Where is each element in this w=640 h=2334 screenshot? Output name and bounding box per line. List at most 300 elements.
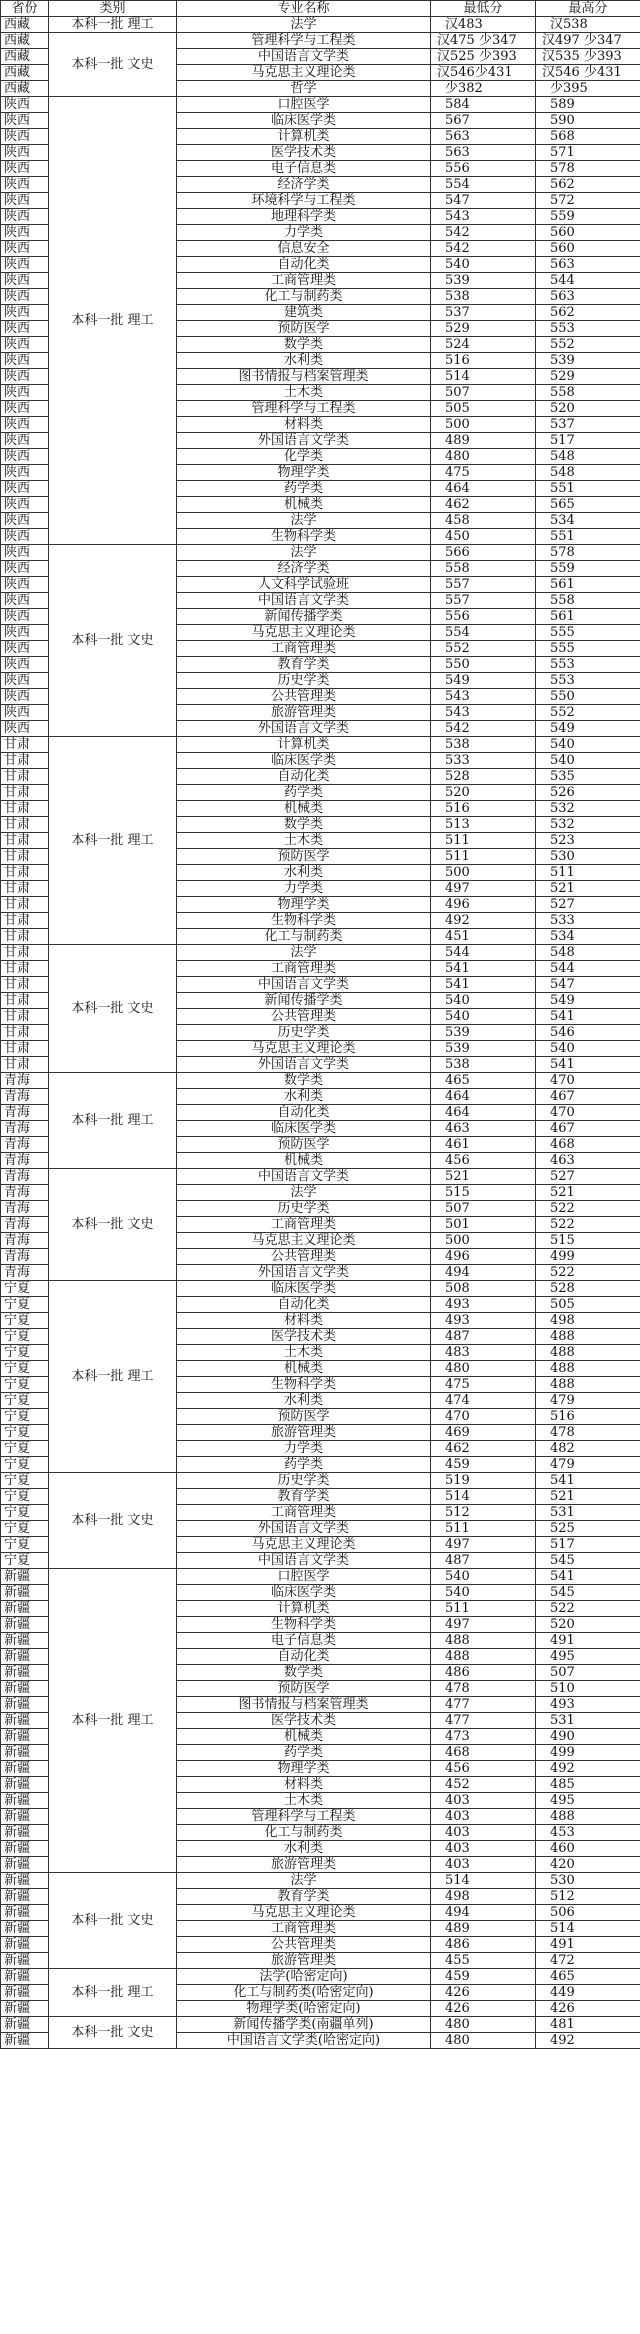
max-score-cell: 522 — [536, 1601, 640, 1617]
max-score-cell: 547 — [536, 977, 640, 993]
province-cell: 陕西 — [1, 641, 49, 657]
category-cell: 本科一批 理工 — [49, 737, 177, 945]
province-cell: 陕西 — [1, 481, 49, 497]
major-cell: 医学技术类 — [177, 1329, 431, 1345]
max-score-cell: 528 — [536, 1281, 640, 1297]
table-row — [1, 1073, 640, 1089]
major-cell: 工商管理类 — [177, 961, 431, 977]
province-cell: 陕西 — [1, 97, 49, 113]
min-score-cell: 544 — [431, 945, 536, 961]
major-cell: 历史学类 — [177, 673, 431, 689]
min-score-cell: 524 — [431, 337, 536, 353]
province-cell: 新疆 — [1, 1649, 49, 1665]
major-cell: 马克思主义理论类 — [177, 1041, 431, 1057]
province-cell: 陕西 — [1, 705, 49, 721]
min-score-cell: 403 — [431, 1841, 536, 1857]
major-cell: 力学类 — [177, 881, 431, 897]
major-cell: 公共管理类 — [177, 1009, 431, 1025]
max-score-cell: 590 — [536, 113, 640, 129]
category-cell: 本科一批 理工 — [49, 17, 177, 33]
province-cell: 新疆 — [1, 1761, 49, 1777]
province-cell: 陕西 — [1, 273, 49, 289]
max-score-cell: 545 — [536, 1585, 640, 1601]
max-score-cell: 541 — [536, 1473, 640, 1489]
min-score-cell: 488 — [431, 1649, 536, 1665]
min-score-cell: 543 — [431, 689, 536, 705]
min-score-cell: 511 — [431, 849, 536, 865]
province-cell: 甘肃 — [1, 785, 49, 801]
province-cell: 甘肃 — [1, 913, 49, 929]
max-score-cell: 563 — [536, 257, 640, 273]
max-score-cell: 521 — [536, 1185, 640, 1201]
table-row — [1, 1281, 640, 1297]
province-cell: 甘肃 — [1, 881, 49, 897]
major-cell: 管理科学与工程类 — [177, 1809, 431, 1825]
max-score-cell: 522 — [536, 1201, 640, 1217]
province-cell: 陕西 — [1, 577, 49, 593]
max-score-cell: 472 — [536, 1953, 640, 1969]
min-score-cell: 456 — [431, 1761, 536, 1777]
major-cell: 生物科学类 — [177, 529, 431, 545]
table-row — [1, 1473, 640, 1489]
min-score-cell: 480 — [431, 2033, 536, 2049]
min-score-cell: 541 — [431, 977, 536, 993]
min-score-cell: 511 — [431, 1601, 536, 1617]
min-score-cell: 511 — [431, 833, 536, 849]
major-cell: 数学类 — [177, 817, 431, 833]
max-score-cell: 540 — [536, 1041, 640, 1057]
min-score-cell: 557 — [431, 577, 536, 593]
max-score-cell: 559 — [536, 209, 640, 225]
max-score-cell: 465 — [536, 1969, 640, 1985]
max-score-cell: 541 — [536, 1009, 640, 1025]
min-score-cell: 497 — [431, 1617, 536, 1633]
min-score-cell: 556 — [431, 609, 536, 625]
min-score-cell: 497 — [431, 881, 536, 897]
min-score-cell: 516 — [431, 801, 536, 817]
province-cell: 青海 — [1, 1105, 49, 1121]
min-score-cell: 558 — [431, 561, 536, 577]
major-cell: 新闻传播学类 — [177, 993, 431, 1009]
min-score-cell: 498 — [431, 1889, 536, 1905]
province-cell: 新疆 — [1, 1905, 49, 1921]
max-score-cell: 512 — [536, 1889, 640, 1905]
max-score-cell: 559 — [536, 561, 640, 577]
province-cell: 宁夏 — [1, 1297, 49, 1313]
province-cell: 青海 — [1, 1201, 49, 1217]
max-score-cell: 488 — [536, 1377, 640, 1393]
major-cell: 土木类 — [177, 1793, 431, 1809]
major-cell: 旅游管理类 — [177, 1953, 431, 1969]
major-cell: 法学 — [177, 1873, 431, 1889]
max-score-cell: 541 — [536, 1057, 640, 1073]
major-cell: 法学 — [177, 513, 431, 529]
province-cell: 新疆 — [1, 1937, 49, 1953]
max-score-cell: 499 — [536, 1249, 640, 1265]
max-score-cell: 523 — [536, 833, 640, 849]
major-cell: 新闻传播学类(南疆单列) — [177, 2017, 431, 2033]
province-cell: 新疆 — [1, 1777, 49, 1793]
province-cell: 陕西 — [1, 193, 49, 209]
min-score-cell: 516 — [431, 353, 536, 369]
min-score-cell: 500 — [431, 865, 536, 881]
max-score-cell: 515 — [536, 1233, 640, 1249]
province-cell: 陕西 — [1, 529, 49, 545]
min-score-cell: 487 — [431, 1329, 536, 1345]
max-score-cell: 560 — [536, 225, 640, 241]
province-cell: 甘肃 — [1, 1025, 49, 1041]
max-score-cell: 517 — [536, 1537, 640, 1553]
province-cell: 甘肃 — [1, 833, 49, 849]
province-cell: 甘肃 — [1, 993, 49, 1009]
min-score-cell: 426 — [431, 2001, 536, 2017]
major-cell: 法学(哈密定向) — [177, 1969, 431, 1985]
major-cell: 自动化类 — [177, 1105, 431, 1121]
province-cell: 新疆 — [1, 1601, 49, 1617]
province-cell: 陕西 — [1, 225, 49, 241]
min-score-cell: 496 — [431, 1249, 536, 1265]
province-cell: 新疆 — [1, 1585, 49, 1601]
major-cell: 数学类 — [177, 1073, 431, 1089]
province-cell: 西藏 — [1, 17, 49, 33]
min-score-cell: 463 — [431, 1121, 536, 1137]
max-score-cell: 549 — [536, 993, 640, 1009]
max-score-cell: 488 — [536, 1361, 640, 1377]
major-cell: 自动化类 — [177, 1649, 431, 1665]
max-score-cell: 530 — [536, 1873, 640, 1889]
min-score-cell: 556 — [431, 161, 536, 177]
max-score-cell: 562 — [536, 305, 640, 321]
max-score-cell: 526 — [536, 785, 640, 801]
major-cell: 中国语言文学类 — [177, 593, 431, 609]
major-cell: 口腔医学 — [177, 1569, 431, 1585]
table-row — [1, 33, 640, 49]
major-cell: 外国语言文学类 — [177, 1057, 431, 1073]
max-score-cell: 527 — [536, 897, 640, 913]
province-cell: 陕西 — [1, 289, 49, 305]
max-score-cell: 汉538 — [536, 17, 640, 33]
major-cell: 土木类 — [177, 1345, 431, 1361]
min-score-cell: 477 — [431, 1697, 536, 1713]
category-cell: 本科一批 文史 — [49, 1169, 177, 1281]
major-cell: 地理科学类 — [177, 209, 431, 225]
min-score-cell: 汉525 少393 — [431, 49, 536, 65]
major-cell: 马克思主义理论类 — [177, 1233, 431, 1249]
province-cell: 陕西 — [1, 113, 49, 129]
max-score-cell: 467 — [536, 1121, 640, 1137]
min-score-cell: 521 — [431, 1169, 536, 1185]
major-cell: 图书情报与档案管理类 — [177, 1697, 431, 1713]
province-cell: 甘肃 — [1, 849, 49, 865]
max-score-cell: 470 — [536, 1105, 640, 1121]
min-score-cell: 494 — [431, 1905, 536, 1921]
max-score-cell: 533 — [536, 913, 640, 929]
major-cell: 化工与制药类 — [177, 929, 431, 945]
province-cell: 新疆 — [1, 2033, 49, 2049]
max-score-cell: 565 — [536, 497, 640, 513]
min-score-cell: 514 — [431, 1873, 536, 1889]
province-cell: 宁夏 — [1, 1313, 49, 1329]
major-cell: 哲学 — [177, 81, 431, 97]
major-cell: 机械类 — [177, 1729, 431, 1745]
max-score-cell: 549 — [536, 721, 640, 737]
province-cell: 陕西 — [1, 625, 49, 641]
min-score-cell: 541 — [431, 961, 536, 977]
min-score-cell: 486 — [431, 1937, 536, 1953]
major-cell: 临床医学类 — [177, 1281, 431, 1297]
major-cell: 工商管理类 — [177, 1921, 431, 1937]
province-cell: 陕西 — [1, 593, 49, 609]
min-score-cell: 489 — [431, 433, 536, 449]
min-score-cell: 542 — [431, 225, 536, 241]
max-score-cell: 534 — [536, 513, 640, 529]
major-cell: 药学类 — [177, 1457, 431, 1473]
province-cell: 青海 — [1, 1265, 49, 1281]
category-cell: 本科一批 文史 — [49, 1873, 177, 1969]
table-row — [1, 1873, 640, 1889]
major-cell: 自动化类 — [177, 257, 431, 273]
max-score-cell: 汉535 少393 — [536, 49, 640, 65]
max-score-cell: 548 — [536, 449, 640, 465]
province-cell: 宁夏 — [1, 1361, 49, 1377]
major-cell: 药学类 — [177, 481, 431, 497]
min-score-cell: 496 — [431, 897, 536, 913]
max-score-cell: 481 — [536, 2017, 640, 2033]
province-cell: 甘肃 — [1, 1041, 49, 1057]
major-cell: 经济学类 — [177, 177, 431, 193]
province-cell: 新疆 — [1, 1857, 49, 1873]
min-score-cell: 539 — [431, 1025, 536, 1041]
major-cell: 土木类 — [177, 833, 431, 849]
major-cell: 水利类 — [177, 353, 431, 369]
min-score-cell: 515 — [431, 1185, 536, 1201]
category-cell: 本科一批 文史 — [49, 1473, 177, 1569]
major-cell: 化学类 — [177, 449, 431, 465]
min-score-cell: 403 — [431, 1825, 536, 1841]
province-cell: 陕西 — [1, 673, 49, 689]
min-score-cell: 549 — [431, 673, 536, 689]
province-cell: 陕西 — [1, 241, 49, 257]
max-score-cell: 517 — [536, 433, 640, 449]
max-score-cell: 560 — [536, 241, 640, 257]
min-score-cell: 汉483 — [431, 17, 536, 33]
major-cell: 法学 — [177, 1185, 431, 1201]
max-score-cell: 527 — [536, 1169, 640, 1185]
max-score-cell: 520 — [536, 1617, 640, 1633]
max-score-cell: 548 — [536, 945, 640, 961]
header-max-score: 最高分 — [536, 1, 640, 17]
max-score-cell: 516 — [536, 1409, 640, 1425]
major-cell: 药学类 — [177, 785, 431, 801]
major-cell: 水利类 — [177, 1841, 431, 1857]
province-cell: 宁夏 — [1, 1281, 49, 1297]
major-cell: 图书情报与档案管理类 — [177, 369, 431, 385]
province-cell: 甘肃 — [1, 977, 49, 993]
min-score-cell: 538 — [431, 1057, 536, 1073]
max-score-cell: 553 — [536, 321, 640, 337]
province-cell: 青海 — [1, 1249, 49, 1265]
min-score-cell: 540 — [431, 1009, 536, 1025]
min-score-cell: 554 — [431, 177, 536, 193]
major-cell: 工商管理类 — [177, 1505, 431, 1521]
province-cell: 甘肃 — [1, 753, 49, 769]
min-score-cell: 470 — [431, 1409, 536, 1425]
province-cell: 陕西 — [1, 385, 49, 401]
min-score-cell: 459 — [431, 1969, 536, 1985]
max-score-cell: 532 — [536, 801, 640, 817]
min-score-cell: 478 — [431, 1681, 536, 1697]
max-score-cell: 460 — [536, 1841, 640, 1857]
max-score-cell: 540 — [536, 753, 640, 769]
min-score-cell: 465 — [431, 1073, 536, 1089]
province-cell: 甘肃 — [1, 929, 49, 945]
major-cell: 水利类 — [177, 1089, 431, 1105]
max-score-cell: 558 — [536, 593, 640, 609]
max-score-cell: 492 — [536, 1761, 640, 1777]
major-cell: 水利类 — [177, 1393, 431, 1409]
category-cell: 本科一批 理工 — [49, 1281, 177, 1473]
category-cell: 本科一批 文史 — [49, 945, 177, 1073]
min-score-cell: 540 — [431, 993, 536, 1009]
major-cell: 力学类 — [177, 1441, 431, 1457]
max-score-cell: 493 — [536, 1697, 640, 1713]
max-score-cell: 511 — [536, 865, 640, 881]
major-cell: 中国语言文学类(哈密定向) — [177, 2033, 431, 2049]
min-score-cell: 473 — [431, 1729, 536, 1745]
min-score-cell: 566 — [431, 545, 536, 561]
max-score-cell: 555 — [536, 625, 640, 641]
major-cell: 历史学类 — [177, 1201, 431, 1217]
max-score-cell: 488 — [536, 1809, 640, 1825]
max-score-cell: 561 — [536, 577, 640, 593]
province-cell: 宁夏 — [1, 1425, 49, 1441]
min-score-cell: 468 — [431, 1745, 536, 1761]
min-score-cell: 497 — [431, 1537, 536, 1553]
min-score-cell: 507 — [431, 1201, 536, 1217]
category-cell: 本科一批 理工 — [49, 1073, 177, 1169]
major-cell: 马克思主义理论类 — [177, 1905, 431, 1921]
province-cell: 甘肃 — [1, 737, 49, 753]
min-score-cell: 543 — [431, 705, 536, 721]
max-score-cell: 491 — [536, 1937, 640, 1953]
province-cell: 宁夏 — [1, 1441, 49, 1457]
min-score-cell: 539 — [431, 273, 536, 289]
province-cell: 陕西 — [1, 561, 49, 577]
max-score-cell: 553 — [536, 657, 640, 673]
major-cell: 教育学类 — [177, 657, 431, 673]
min-score-cell: 537 — [431, 305, 536, 321]
major-cell: 历史学类 — [177, 1473, 431, 1489]
major-cell: 预防医学 — [177, 1137, 431, 1153]
province-cell: 新疆 — [1, 1841, 49, 1857]
province-cell: 青海 — [1, 1233, 49, 1249]
major-cell: 环境科学与工程类 — [177, 193, 431, 209]
major-cell: 数学类 — [177, 1665, 431, 1681]
max-score-cell: 530 — [536, 849, 640, 865]
header-row — [1, 1, 640, 17]
major-cell: 中国语言文学类 — [177, 1169, 431, 1185]
min-score-cell: 487 — [431, 1553, 536, 1569]
province-cell: 甘肃 — [1, 945, 49, 961]
min-score-cell: 462 — [431, 497, 536, 513]
max-score-cell: 546 — [536, 1025, 640, 1041]
province-cell: 西藏 — [1, 65, 49, 81]
table-row — [1, 1969, 640, 1985]
max-score-cell: 551 — [536, 529, 640, 545]
major-cell: 医学技术类 — [177, 145, 431, 161]
max-score-cell: 589 — [536, 97, 640, 113]
major-cell: 工商管理类 — [177, 641, 431, 657]
province-cell: 新疆 — [1, 1617, 49, 1633]
min-score-cell: 511 — [431, 1521, 536, 1537]
province-cell: 甘肃 — [1, 961, 49, 977]
major-cell: 旅游管理类 — [177, 705, 431, 721]
category-cell: 本科一批 理工 — [49, 1569, 177, 1873]
max-score-cell: 453 — [536, 1825, 640, 1841]
province-cell: 新疆 — [1, 1713, 49, 1729]
province-cell: 陕西 — [1, 145, 49, 161]
province-cell: 新疆 — [1, 1697, 49, 1713]
province-cell: 青海 — [1, 1217, 49, 1233]
major-cell: 计算机类 — [177, 1601, 431, 1617]
province-cell: 新疆 — [1, 1873, 49, 1889]
province-cell: 青海 — [1, 1121, 49, 1137]
min-score-cell: 464 — [431, 1105, 536, 1121]
max-score-cell: 539 — [536, 353, 640, 369]
min-score-cell: 512 — [431, 1505, 536, 1521]
max-score-cell: 522 — [536, 1217, 640, 1233]
min-score-cell: 540 — [431, 1585, 536, 1601]
province-cell: 陕西 — [1, 209, 49, 225]
header-province: 省份 — [1, 1, 49, 17]
province-cell: 新疆 — [1, 1969, 49, 1985]
max-score-cell: 535 — [536, 769, 640, 785]
max-score-cell: 488 — [536, 1345, 640, 1361]
min-score-cell: 426 — [431, 1985, 536, 2001]
max-score-cell: 520 — [536, 401, 640, 417]
min-score-cell: 514 — [431, 1489, 536, 1505]
category-cell: 本科一批 文史 — [49, 2017, 177, 2049]
table-row — [1, 945, 640, 961]
province-cell: 新疆 — [1, 1793, 49, 1809]
max-score-cell: 506 — [536, 1905, 640, 1921]
min-score-cell: 474 — [431, 1393, 536, 1409]
major-cell: 口腔医学 — [177, 97, 431, 113]
major-cell: 自动化类 — [177, 1297, 431, 1313]
major-cell: 公共管理类 — [177, 689, 431, 705]
min-score-cell: 480 — [431, 2017, 536, 2033]
major-cell: 物理学类 — [177, 897, 431, 913]
header-major: 专业名称 — [177, 1, 431, 17]
category-cell: 本科一批 文史 — [49, 545, 177, 737]
min-score-cell: 489 — [431, 1921, 536, 1937]
province-cell: 陕西 — [1, 337, 49, 353]
major-cell: 工商管理类 — [177, 273, 431, 289]
province-cell: 西藏 — [1, 81, 49, 97]
province-cell: 陕西 — [1, 609, 49, 625]
max-score-cell: 529 — [536, 369, 640, 385]
max-score-cell: 548 — [536, 465, 640, 481]
min-score-cell: 557 — [431, 593, 536, 609]
major-cell: 新闻传播学类 — [177, 609, 431, 625]
min-score-cell: 540 — [431, 257, 536, 273]
major-cell: 法学 — [177, 17, 431, 33]
major-cell: 物理学类 — [177, 465, 431, 481]
max-score-cell: 550 — [536, 689, 640, 705]
category-cell: 本科一批 理工 — [49, 97, 177, 545]
max-score-cell: 541 — [536, 1569, 640, 1585]
table-row — [1, 1569, 640, 1585]
